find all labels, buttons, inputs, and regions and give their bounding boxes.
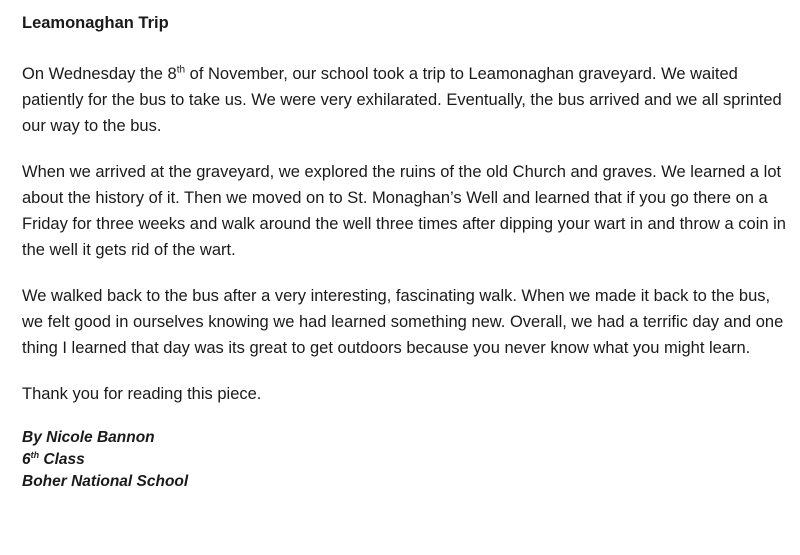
ordinal-suffix: th	[176, 64, 186, 76]
byline	[22, 427, 794, 493]
closing-line: Thank you for reading this piece.	[22, 385, 262, 403]
byline-school: Boher National School	[22, 473, 189, 490]
document-title: Leamonaghan Trip	[22, 14, 169, 32]
byline-class	[22, 449, 794, 471]
paragraph-trip-intro-rest: of November, our school took a trip to Leamonaghan graveyard. We waited patiently for the bus to take us. We were very exhilarated. Eventually, the bus arrived and we all sprinted our way to the bus.	[22, 65, 782, 135]
byline-class-word: Class	[39, 451, 85, 468]
byline-class-suffix: th	[30, 449, 40, 460]
document-page	[22, 10, 794, 493]
paragraph-trip-intro-start: On Wednesday the 8	[22, 65, 177, 83]
paragraph-graveyard: When we arrived at the graveyard, we explored the ruins of the old Church and graves. We learned a lot about the history of it. Then we moved on to St. Monaghan’s Well and learned that if you go there on a Friday for three weeks and walk around the well three times after dipping your wart in and throw a coin in the well it gets rid of the wart.	[22, 163, 786, 259]
byline-author: By Nicole Bannon	[22, 429, 155, 446]
paragraph-trip-intro	[22, 61, 794, 139]
paragraph-return: We walked back to the bus after a very interesting, fascinating walk. When we made it back to the bus, we felt good in ourselves knowing we had learned something new. Overall, we had a terrific day and one thing I learned that day was its great to get outdoors because you never know what you might learn.	[22, 287, 784, 357]
byline-class-number: 6	[22, 451, 31, 468]
